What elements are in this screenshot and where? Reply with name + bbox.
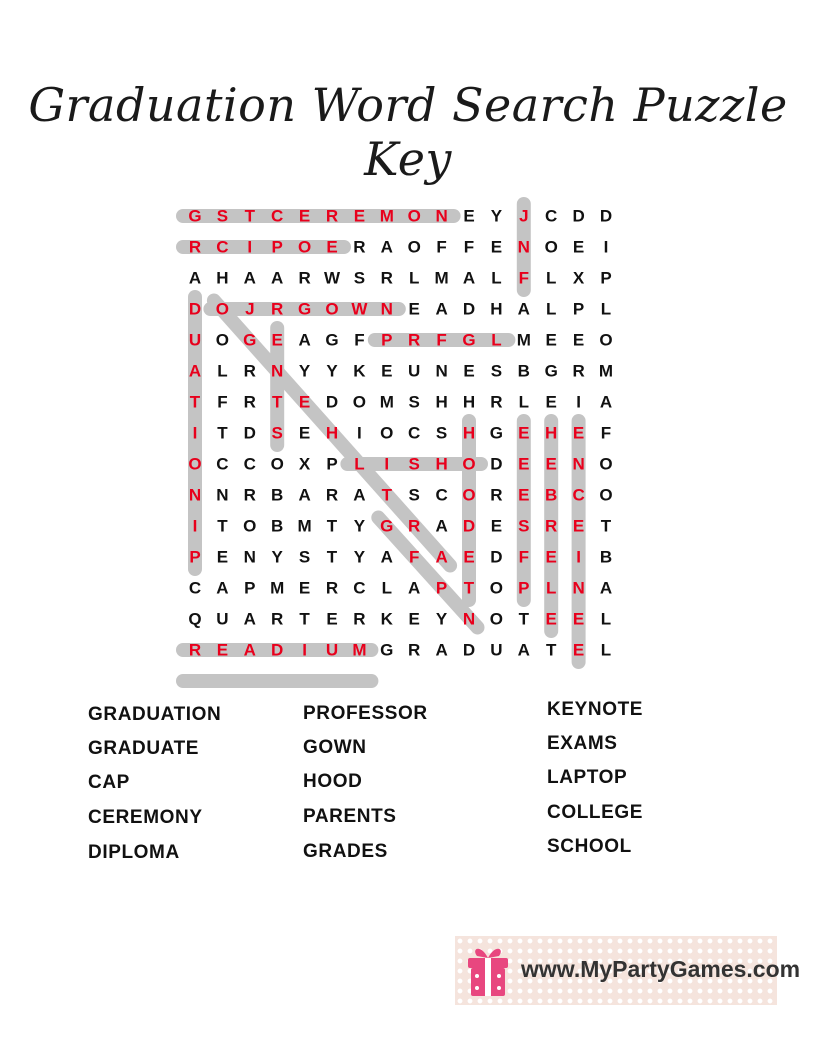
grid-letter: C [188,578,202,598]
grid-letter: H [435,454,448,474]
grid-letter: B [545,485,558,505]
grid-letter: Y [298,361,311,381]
grid-letter: J [519,206,529,226]
grid-letter: E [518,454,530,474]
grid-letter: E [216,547,229,567]
site-logo[interactable] [455,936,801,1005]
grid-letter: G [188,206,202,226]
grid-letter: Y [353,547,366,567]
grid-letter: A [353,485,366,505]
grid-letter: E [545,330,557,350]
grid-letter: H [435,392,448,412]
grid-letter: S [490,361,503,381]
grid-letter: D [462,640,476,660]
grid-letter: A [243,609,256,629]
grid-letter: R [408,640,421,660]
grid-letter: O [462,485,476,505]
grid-letter: E [298,392,311,412]
grid-letter: U [408,361,421,381]
word-list-item: LAPTOP [547,767,628,788]
grid-letter: S [353,268,366,288]
grid-letter: K [353,361,366,381]
grid-letter: I [576,547,581,567]
grid-letter: I [302,640,307,660]
grid-letter: A [188,361,202,381]
grid-letter: G [243,330,257,350]
grid-letters [188,207,613,660]
word-list-item: GRADES [303,841,388,862]
grid-letter: M [352,640,367,660]
grid-letter: N [243,547,256,567]
grid-letter: O [407,237,421,257]
grid-letter: O [215,299,230,319]
grid-letter: B [271,516,284,536]
grid-letter: O [489,609,504,629]
grid-letter: D [462,299,476,319]
grid-letter: U [216,609,229,629]
grid-letter: R [325,206,339,226]
grid-letter: S [408,392,420,412]
grid-letter: A [435,299,448,319]
grid-letter: G [380,640,394,660]
word-list-item: CAP [88,772,130,793]
grid-letter: M [598,361,614,381]
grid-letter: E [545,454,557,474]
grid-letter: M [434,268,449,288]
grid-letter: I [384,454,390,474]
grid-letter: Q [188,609,202,629]
grid-letter: R [243,361,256,381]
grid-letter: F [409,547,420,567]
grid-letter: A [517,299,530,319]
grid-letter: L [600,640,612,660]
grid-letter: P [600,268,612,288]
grid-letter: B [271,485,284,505]
word-list-item: GOWN [303,737,367,758]
grid-letter: H [490,299,503,319]
grid-letter: T [272,392,283,412]
grid-letter: P [435,578,448,598]
grid-letter: P [572,299,585,319]
grid-letter: O [407,206,421,226]
word-list-item: PARENTS [303,806,397,827]
grid-letter: E [572,640,585,660]
grid-letter: A [599,578,613,598]
grid-letter: B [517,361,530,381]
grid-letter: F [436,237,447,257]
grid-letter: O [352,392,367,412]
grid-letter: X [298,454,311,474]
grid-letter: A [380,237,393,257]
word-list-item: PROFESSOR [303,703,428,724]
word-list-item: CEREMONY [88,807,203,828]
grid-letter: J [245,299,255,319]
grid-letter: D [271,640,284,660]
word-list-item: COLLEGE [547,802,644,823]
grid-letter: E [572,423,585,443]
grid-letter: E [518,485,530,505]
grid-letter: A [271,268,284,288]
grid-letter: B [599,547,613,567]
grid-letter: Y [435,609,448,629]
grid-letter: T [189,392,201,412]
grid-letter: R [380,268,393,288]
grid-letter: O [270,454,284,474]
grid-letter: A [435,640,448,660]
grid-letter: M [379,392,394,412]
grid-letter: X [572,268,585,288]
grid-letter: A [408,578,421,598]
grid-letter: S [435,423,448,443]
grid-letter: A [435,547,448,567]
grid-letter: O [599,454,613,474]
grid-letter: L [600,609,612,629]
grid-letter: D [599,206,613,226]
grid-letter: E [463,547,475,567]
grid-letter: N [435,361,448,381]
grid-letter: F [463,237,475,257]
grid-letter: K [380,609,393,629]
grid-letter: M [270,578,285,598]
grid-letter: T [546,640,557,660]
grid-letter: S [518,516,530,536]
grid-letter: E [463,206,475,226]
grid-letter: U [490,640,503,660]
grid-letter: E [490,516,503,536]
grid-letter: R [353,609,366,629]
grid-letter: I [247,237,253,257]
grid-letter: E [572,237,585,257]
grid-letter: S [271,423,283,443]
grid-letter: L [546,578,557,598]
grid-letter: W [351,299,368,319]
grid-letter: M [516,330,531,350]
grid-letter: R [271,609,284,629]
grid-letter: E [381,361,393,381]
grid-letter: R [408,516,421,536]
word-list-item: HOOD [303,771,363,792]
grid-letter: O [325,299,339,319]
grid-letter: D [325,392,339,412]
grid-letter: U [188,330,202,350]
grid-letter: T [326,547,338,567]
grid-letter: D [490,547,503,567]
grid-letter: L [354,454,365,474]
grid-letter: T [299,609,310,629]
grid-letter: O [599,330,613,350]
grid-letter: T [600,516,612,536]
grid-letter: I [603,237,609,257]
grid-letter: G [325,330,339,350]
grid-letter: E [463,361,475,381]
grid-letter: P [381,330,393,350]
grid-letter: E [572,516,585,536]
grid-letter: N [517,237,530,257]
grid-letter: R [572,361,585,381]
grid-letter: T [381,485,392,505]
grid-letter: R [243,392,256,412]
grid-letter: E [545,609,557,629]
grid-letter: P [326,454,338,474]
grid-letter: G [380,516,394,536]
grid-letter: L [409,268,420,288]
grid-letter: N [216,485,229,505]
grid-letter: G [462,330,476,350]
grid-letter: N [572,454,585,474]
grid-letter: H [545,423,558,443]
grid-letter: S [298,547,311,567]
grid-letter: H [462,392,476,412]
grid-letter: T [244,206,255,226]
grid-letter: L [518,392,529,412]
grid-letter: E [572,609,585,629]
grid-letter: P [189,547,201,567]
grid-letter: E [490,237,503,257]
grid-letter: R [353,237,366,257]
grid-letter: E [326,609,338,629]
grid-letter: H [462,423,476,443]
grid-letter: N [435,206,448,226]
word-list-item: SCHOOL [547,836,632,857]
grid-letter: I [192,516,198,536]
grid-letter: N [380,299,393,319]
grid-letter: O [380,423,394,443]
grid-letter: C [216,237,229,257]
grid-letter: G [489,423,504,443]
grid-letter: Y [271,547,283,567]
grid-letter: D [188,299,202,319]
grid-letter: A [298,330,311,350]
grid-letter: E [298,206,311,226]
grid-letter: N [271,361,284,381]
grid-letter: O [188,454,202,474]
grid-letter: A [298,485,311,505]
grid-letter: D [243,423,256,443]
grid-letter: I [357,423,362,443]
grid-letter: S [216,206,229,226]
grid-letter: A [435,516,448,536]
word-list-item: EXAMS [547,733,618,754]
grid-letter: P [518,578,530,598]
grid-letter: A [380,547,393,567]
grid-letter: L [491,330,502,350]
grid-letter: A [243,640,256,660]
grid-letter: E [271,330,283,350]
grid-letter: U [325,640,339,660]
grid-letter: C [216,454,229,474]
grid-letter: H [325,423,339,443]
grid-letter: E [572,330,585,350]
grid-letter: E [353,206,366,226]
grid-letter: T [217,516,228,536]
grid-letter: E [545,392,557,412]
grid-letter: O [243,516,257,536]
grid-letter: Y [353,516,366,536]
grid-letter: P [244,578,256,598]
grid-letter: O [544,237,558,257]
grid-letter: D [490,454,503,474]
grid-letter: I [576,392,581,412]
grid-letter: R [325,485,339,505]
grid-letter: O [462,454,476,474]
grid-letter: E [298,578,311,598]
grid-letter: F [600,423,612,443]
grid-letter: T [518,609,529,629]
grid-letter: E [216,640,229,660]
grid-letter: R [408,330,421,350]
grid-letter: T [463,578,475,598]
grid-letter: C [408,423,421,443]
grid-letter: Y [490,206,503,226]
grid-letter: H [216,268,229,288]
gift-box-icon [463,940,513,1000]
word-list-item: DIPLOMA [88,842,180,863]
grid-letter: F [217,392,228,412]
site-url: www.MyPartyGames.com [521,956,801,982]
grid-letter: E [298,423,311,443]
grid-letter: R [298,268,311,288]
grid-letter: L [546,268,557,288]
grid-letter: N [188,485,202,505]
grid-letter: A [188,268,202,288]
grid-letter: C [545,206,558,226]
grid-letter: R [188,237,202,257]
grid-letter: E [408,299,420,319]
grid-letter: C [271,206,284,226]
grid-letter: S [408,454,420,474]
grid-letter: A [517,640,530,660]
grid-letter: R [243,485,256,505]
grid-letter: L [217,361,228,381]
grid-letter: O [215,330,230,350]
grid-letter: R [188,640,202,660]
grid-letter: A [462,268,476,288]
grid-letter: R [271,299,284,319]
grid-letter: F [354,330,365,350]
grid-letter: F [436,330,447,350]
grid-letter: Y [326,361,338,381]
grid-letter: N [462,609,476,629]
grid-letter: L [600,299,612,319]
grid-letter: T [326,516,338,536]
grid-letter: L [381,578,392,598]
grid-letter: A [243,268,256,288]
grid-letter: G [297,299,312,319]
grid-letter: E [518,423,530,443]
grid-letter: A [216,578,229,598]
grid-letter: O [297,237,312,257]
grid-letter: R [545,516,558,536]
grid-letter: R [325,578,339,598]
grid-letter: W [323,268,341,288]
grid-letter: C [353,578,366,598]
grid-letter: N [572,578,585,598]
grid-letter: G [544,361,558,381]
grid-letter: C [572,485,585,505]
grid-letter: P [271,237,283,257]
word-list-item: KEYNOTE [547,699,644,720]
grid-letter: L [546,299,557,319]
grid-letter: C [435,485,448,505]
grid-letter: D [572,206,585,226]
word-list-item: GRADUATE [88,738,200,759]
grid-letter: E [326,237,338,257]
grid-letter: I [192,423,198,443]
grid-letter: D [462,516,476,536]
grid-letter: E [408,609,420,629]
grid-letter: L [491,268,502,288]
grid-letter: O [489,578,504,598]
grid-letter: A [599,392,613,412]
page-title: Graduation Word Search Puzzle Key [28,78,788,186]
grid-letter: F [518,268,529,288]
grid-letter: M [379,206,394,226]
grid-letter: C [243,454,256,474]
grid-letter: M [297,516,312,536]
grid-letter: F [518,547,529,567]
grid-letter: R [490,392,503,412]
grid-letter: S [408,485,420,505]
grid-letter: T [217,423,228,443]
grid-letter: R [490,485,503,505]
grid-letter: E [545,547,557,567]
grid-letter: O [599,485,613,505]
word-list-item: GRADUATION [88,704,222,725]
